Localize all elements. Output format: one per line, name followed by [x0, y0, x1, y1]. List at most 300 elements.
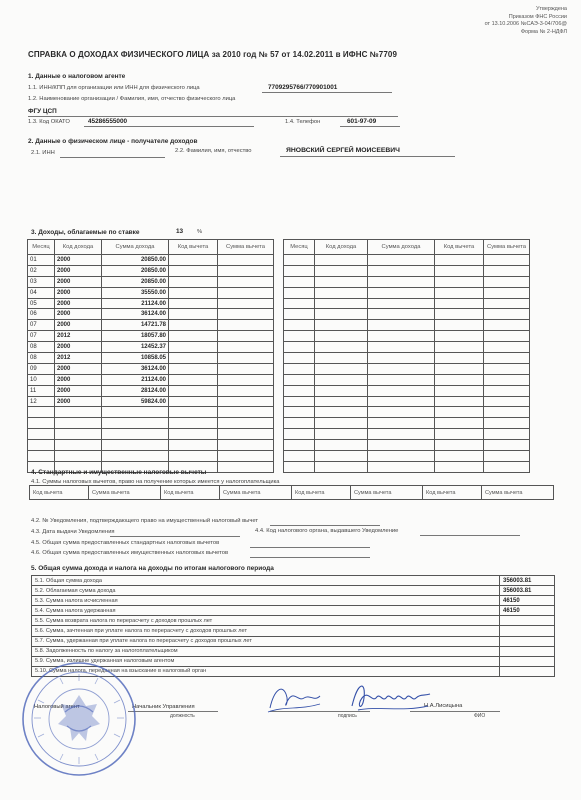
month-cell: 08 [28, 353, 55, 364]
table-row [284, 287, 530, 298]
empty-cell [284, 461, 315, 472]
income-code-cell: 2000 [55, 342, 102, 353]
deduction-sum-cell [218, 287, 274, 298]
income-code-cell: 2000 [55, 385, 102, 396]
empty-cell [55, 407, 102, 418]
month-cell: 04 [28, 287, 55, 298]
empty-cell [284, 353, 315, 364]
empty-cell [169, 429, 218, 440]
table-row [284, 385, 530, 396]
empty-cell [315, 255, 368, 266]
month-cell: 11 [28, 385, 55, 396]
income-code-cell: 2012 [55, 353, 102, 364]
table-row [32, 596, 555, 606]
agent-name-value: ФГУ ЦСП [28, 108, 57, 115]
sign-caption: подпись [338, 713, 357, 719]
empty-cell [284, 407, 315, 418]
empty-cell [484, 440, 530, 451]
col-deduction-code: Код вычета [435, 240, 484, 255]
deduction-sum-cell [218, 396, 274, 407]
empty-cell [435, 429, 484, 440]
ded-line-office: 4.4. Код налогового органа, выдавшего Уведомление [255, 528, 399, 534]
empty-cell [315, 276, 368, 287]
deduction-code-cell [169, 396, 218, 407]
person-fio-label: 2.2. Фамилия, имя, отчество [175, 148, 252, 154]
ded-code-col: Код вычета [422, 486, 481, 500]
empty-cell [368, 451, 435, 462]
deduction-code-cell [169, 353, 218, 364]
total-value-cell: 46150 [500, 596, 555, 606]
okato-label: 1.3. Код ОКАТО [28, 119, 70, 125]
approval-line: Форма № 2-НДФЛ [520, 28, 567, 35]
total-value-cell [500, 626, 555, 636]
table-row [28, 331, 274, 342]
table-row [284, 276, 530, 287]
ded-sum-col: Сумма вычета [88, 486, 160, 500]
table-row [284, 255, 530, 266]
empty-cell [368, 309, 435, 320]
empty-cell [435, 265, 484, 276]
table-row [28, 298, 274, 309]
month-cell: 03 [28, 276, 55, 287]
empty-cell [315, 440, 368, 451]
deduction-code-cell [169, 265, 218, 276]
income-sum-cell: 36124.00 [102, 363, 169, 374]
month-cell: 01 [28, 255, 55, 266]
total-value-cell [500, 616, 555, 626]
empty-cell [435, 451, 484, 462]
deduction-sum-cell [218, 265, 274, 276]
total-value-cell [500, 656, 555, 666]
approval-line: Утверждена [535, 6, 567, 12]
empty-cell [484, 429, 530, 440]
empty-cell [284, 440, 315, 451]
empty-cell [484, 451, 530, 462]
table-row [32, 616, 555, 626]
deduction-sum-cell [218, 385, 274, 396]
deduction-code-cell [169, 309, 218, 320]
total-label-cell: 5.10. Сумма налога, переданная на взыскание в налоговый орган [32, 666, 500, 676]
empty-cell [435, 353, 484, 364]
total-label-cell: 5.3. Сумма налога исчисленная [32, 596, 500, 606]
table-row [28, 374, 274, 385]
month-cell: 06 [28, 309, 55, 320]
ded-sum-col: Сумма вычета [219, 486, 291, 500]
empty-cell [484, 320, 530, 331]
empty-cell [102, 418, 169, 429]
col-month: Месяц [284, 240, 315, 255]
empty-cell [435, 363, 484, 374]
income-code-cell: 2000 [55, 255, 102, 266]
empty-cell [368, 353, 435, 364]
income-code-cell: 2000 [55, 276, 102, 287]
empty-cell [315, 407, 368, 418]
month-cell: 07 [28, 331, 55, 342]
empty-cell [368, 276, 435, 287]
month-cell: 12 [28, 396, 55, 407]
empty-cell [55, 429, 102, 440]
deduction-code-cell [169, 385, 218, 396]
table-row [284, 342, 530, 353]
col-month: Месяц [28, 240, 55, 255]
total-value-cell [500, 666, 555, 676]
deduction-sum-cell [218, 353, 274, 364]
empty-cell [484, 298, 530, 309]
ded-sum-col: Сумма вычета [481, 486, 553, 500]
approval-line: от 13.10.2006 №САЭ-3-04/706@ [484, 21, 567, 27]
col-income-code: Код дохода [315, 240, 368, 255]
income-sum-cell: 12452.37 [102, 342, 169, 353]
table-row [32, 606, 555, 616]
table-row [284, 461, 530, 472]
empty-cell [435, 287, 484, 298]
col-deduction-sum: Сумма вычета [484, 240, 530, 255]
empty-cell [55, 451, 102, 462]
deduction-code-cell [169, 298, 218, 309]
empty-cell [28, 418, 55, 429]
agent-sign-label: Налоговый агент [34, 704, 80, 710]
empty-cell [102, 451, 169, 462]
income-sum-cell: 36124.00 [102, 309, 169, 320]
table-row [284, 363, 530, 374]
empty-cell [435, 255, 484, 266]
deduction-code-cell [169, 374, 218, 385]
month-cell: 05 [28, 298, 55, 309]
empty-cell [435, 418, 484, 429]
empty-cell [315, 429, 368, 440]
approval-block [485, 6, 567, 36]
empty-cell [284, 418, 315, 429]
empty-cell [484, 385, 530, 396]
income-heading: 3. Доходы, облагаемые по ставке [31, 229, 140, 236]
okato-value: 45286555000 [88, 118, 128, 125]
empty-cell [315, 385, 368, 396]
table-row [284, 429, 530, 440]
empty-cell [284, 429, 315, 440]
month-cell: 08 [28, 342, 55, 353]
signature-icon [348, 676, 433, 718]
total-label-cell: 5.7. Сумма, удержанная при уплате налога по перерасчету с доходов прошлых лет [32, 636, 500, 646]
ded-line-standard: 4.5. Общая сумма предоставленных стандартных налоговых вычетов [31, 540, 220, 546]
income-sum-cell: 14721.78 [102, 320, 169, 331]
deductions-sub: 4.1. Суммы налоговых вычетов, право на получение которых имеется у налогоплательщика [31, 479, 280, 485]
empty-cell [218, 440, 274, 451]
empty-cell [218, 407, 274, 418]
empty-cell [284, 255, 315, 266]
table-row [28, 451, 274, 462]
empty-cell [368, 374, 435, 385]
empty-cell [284, 451, 315, 462]
income-sum-cell: 21124.00 [102, 374, 169, 385]
empty-cell [435, 320, 484, 331]
deduction-sum-cell [218, 374, 274, 385]
ded-sum-col: Сумма вычета [350, 486, 422, 500]
table-row [32, 636, 555, 646]
empty-cell [435, 440, 484, 451]
deduction-sum-cell [218, 363, 274, 374]
total-label-cell: 5.9. Сумма, излишне удержанная налоговым агентом [32, 656, 500, 666]
total-value-cell: 356003.81 [500, 586, 555, 596]
ded-line-date: 4.3. Дата выдачи Уведомления [31, 529, 115, 535]
empty-cell [169, 418, 218, 429]
col-income-sum: Сумма дохода [102, 240, 169, 255]
total-label-cell: 5.8. Задолженность по налогу за налогоплательщиком [32, 646, 500, 656]
income-code-cell: 2000 [55, 396, 102, 407]
empty-cell [435, 331, 484, 342]
empty-cell [435, 309, 484, 320]
table-row [284, 298, 530, 309]
table-row [28, 320, 274, 331]
ded-code-col: Код вычета [291, 486, 350, 500]
empty-cell [368, 331, 435, 342]
table-row [28, 418, 274, 429]
position-caption: должность [170, 713, 195, 719]
deduction-sum-cell [218, 276, 274, 287]
income-code-cell: 2000 [55, 374, 102, 385]
empty-cell [435, 342, 484, 353]
empty-cell [368, 363, 435, 374]
empty-cell [484, 418, 530, 429]
empty-cell [284, 276, 315, 287]
empty-cell [284, 265, 315, 276]
signature-icon [264, 680, 324, 716]
income-sum-cell: 20850.00 [102, 265, 169, 276]
agent-name-label: 1.2. Наименование организации / Фамилия, имя, отчество физического лица [28, 96, 236, 102]
empty-cell [315, 309, 368, 320]
income-sum-cell: 20850.00 [102, 276, 169, 287]
deductions-heading: 4. Стандартные и имущественные налоговые вычеты [31, 469, 207, 476]
table-row [284, 451, 530, 462]
table-row [284, 418, 530, 429]
table-row [28, 342, 274, 353]
col-income-sum: Сумма дохода [368, 240, 435, 255]
empty-cell [284, 320, 315, 331]
empty-cell [28, 407, 55, 418]
deduction-code-cell [169, 363, 218, 374]
empty-cell [315, 331, 368, 342]
phone-value: 601-97-09 [347, 118, 377, 125]
table-row [28, 385, 274, 396]
income-sum-cell: 28124.00 [102, 385, 169, 396]
table-row [284, 309, 530, 320]
col-deduction-sum: Сумма вычета [218, 240, 274, 255]
empty-cell [484, 353, 530, 364]
income-sum-cell: 18057.80 [102, 331, 169, 342]
empty-cell [368, 418, 435, 429]
deduction-sum-cell [218, 342, 274, 353]
table-row [28, 309, 274, 320]
name-caption: ФИО [474, 713, 486, 719]
table-row [28, 265, 274, 276]
table-row [284, 407, 530, 418]
table-row [28, 287, 274, 298]
empty-cell [484, 309, 530, 320]
agent-inn-label: 1.1. ИНН/КПП для организации или ИНН для физического лица [28, 85, 200, 91]
income-code-cell: 2000 [55, 265, 102, 276]
col-income-code: Код дохода [55, 240, 102, 255]
total-label-cell: 5.1. Общая сумма дохода [32, 576, 500, 586]
empty-cell [28, 429, 55, 440]
deduction-code-cell [169, 331, 218, 342]
empty-cell [368, 429, 435, 440]
empty-cell [484, 265, 530, 276]
empty-cell [315, 342, 368, 353]
income-sum-cell: 35550.00 [102, 287, 169, 298]
deduction-code-cell [169, 320, 218, 331]
income-code-cell: 2000 [55, 320, 102, 331]
deduction-sum-cell [218, 298, 274, 309]
deduction-code-cell [169, 342, 218, 353]
month-cell: 09 [28, 363, 55, 374]
income-code-cell: 2000 [55, 287, 102, 298]
total-value-cell [500, 636, 555, 646]
table-row [28, 276, 274, 287]
month-cell: 10 [28, 374, 55, 385]
empty-cell [368, 287, 435, 298]
table-row [284, 374, 530, 385]
empty-cell [368, 385, 435, 396]
empty-cell [218, 451, 274, 462]
empty-cell [315, 287, 368, 298]
month-cell: 07 [28, 320, 55, 331]
table-row [32, 646, 555, 656]
empty-cell [169, 440, 218, 451]
totals-heading: 5. Общая сумма дохода и налога на доходы по итогам налогового периода [31, 565, 274, 572]
total-label-cell: 5.4. Сумма налога удержанная [32, 606, 500, 616]
table-row [28, 440, 274, 451]
empty-cell [315, 353, 368, 364]
total-value-cell: 356003.81 [500, 576, 555, 586]
empty-cell [435, 385, 484, 396]
table-row [32, 626, 555, 636]
empty-cell [315, 265, 368, 276]
round-stamp-icon [20, 660, 138, 778]
deductions-table [29, 485, 554, 500]
empty-cell [315, 363, 368, 374]
agent-inn-value: 7709295766/770901001 [268, 84, 338, 91]
empty-cell [435, 276, 484, 287]
empty-cell [435, 461, 484, 472]
ded-code-col: Код вычета [160, 486, 219, 500]
signer-name: Н.А.Лисицына [424, 703, 463, 709]
deduction-sum-cell [218, 331, 274, 342]
income-rate: 13 [176, 228, 184, 235]
empty-cell [315, 418, 368, 429]
total-label-cell: 5.2. Облагаемая сумма дохода [32, 586, 500, 596]
deduction-sum-cell [218, 320, 274, 331]
income-sum-cell: 10858.05 [102, 353, 169, 364]
table-row [28, 363, 274, 374]
deduction-sum-cell [218, 255, 274, 266]
empty-cell [284, 363, 315, 374]
empty-cell [368, 396, 435, 407]
income-sum-cell: 21124.00 [102, 298, 169, 309]
empty-cell [284, 396, 315, 407]
empty-cell [368, 298, 435, 309]
empty-cell [284, 342, 315, 353]
empty-cell [484, 331, 530, 342]
empty-cell [368, 265, 435, 276]
empty-cell [284, 309, 315, 320]
table-row [284, 331, 530, 342]
table-row [28, 255, 274, 266]
income-code-cell: 2012 [55, 331, 102, 342]
total-value-cell: 46150 [500, 606, 555, 616]
table-row [28, 407, 274, 418]
empty-cell [315, 396, 368, 407]
empty-cell [284, 287, 315, 298]
income-sum-cell: 20850.00 [102, 255, 169, 266]
table-row [284, 320, 530, 331]
empty-cell [55, 440, 102, 451]
document-title: СПРАВКА О ДОХОДАХ ФИЗИЧЕСКОГО ЛИЦА за 2010 год № 57 от 14.02.2011 в ИФНС №7709 [28, 50, 397, 59]
col-deduction-code: Код вычета [169, 240, 218, 255]
empty-cell [28, 451, 55, 462]
empty-cell [315, 461, 368, 472]
empty-cell [435, 396, 484, 407]
position-value: Начальник Управления [132, 704, 195, 710]
empty-cell [435, 374, 484, 385]
table-row [284, 353, 530, 364]
empty-cell [284, 385, 315, 396]
empty-cell [284, 374, 315, 385]
approval-line: Приказом ФНС России [508, 13, 567, 20]
empty-cell [484, 396, 530, 407]
table-row [28, 429, 274, 440]
empty-cell [368, 407, 435, 418]
empty-cell [484, 461, 530, 472]
income-code-cell: 2000 [55, 309, 102, 320]
table-row [32, 586, 555, 596]
ded-code-col: Код вычета [30, 486, 89, 500]
income-code-cell: 2000 [55, 298, 102, 309]
empty-cell [484, 342, 530, 353]
empty-cell [484, 363, 530, 374]
empty-cell [315, 451, 368, 462]
empty-cell [28, 440, 55, 451]
empty-cell [102, 429, 169, 440]
empty-cell [315, 320, 368, 331]
empty-cell [484, 407, 530, 418]
table-row [28, 396, 274, 407]
phone-label: 1.4. Телефон [285, 119, 321, 125]
empty-cell [284, 298, 315, 309]
empty-cell [218, 461, 274, 472]
table-row [284, 440, 530, 451]
empty-cell [169, 451, 218, 462]
deduction-sum-cell [218, 309, 274, 320]
empty-cell [55, 418, 102, 429]
empty-cell [368, 255, 435, 266]
table-row [32, 576, 555, 586]
empty-cell [102, 440, 169, 451]
empty-cell [368, 342, 435, 353]
table-row [284, 396, 530, 407]
empty-cell [315, 298, 368, 309]
total-value-cell [500, 646, 555, 656]
empty-cell [218, 429, 274, 440]
ded-line-notice: 4.2. № Уведомления, подтверждающего право на имущественный налоговый вычет [31, 518, 259, 524]
person-fio-value: ЯНОВСКИЙ СЕРГЕЙ МОИСЕЕВИЧ [286, 147, 400, 154]
empty-cell [484, 255, 530, 266]
empty-cell [315, 374, 368, 385]
person-inn-label: 2.1. ИНН [31, 150, 55, 156]
table-row [284, 265, 530, 276]
month-cell: 02 [28, 265, 55, 276]
empty-cell [435, 298, 484, 309]
empty-cell [368, 320, 435, 331]
income-rate-unit: % [197, 229, 203, 235]
